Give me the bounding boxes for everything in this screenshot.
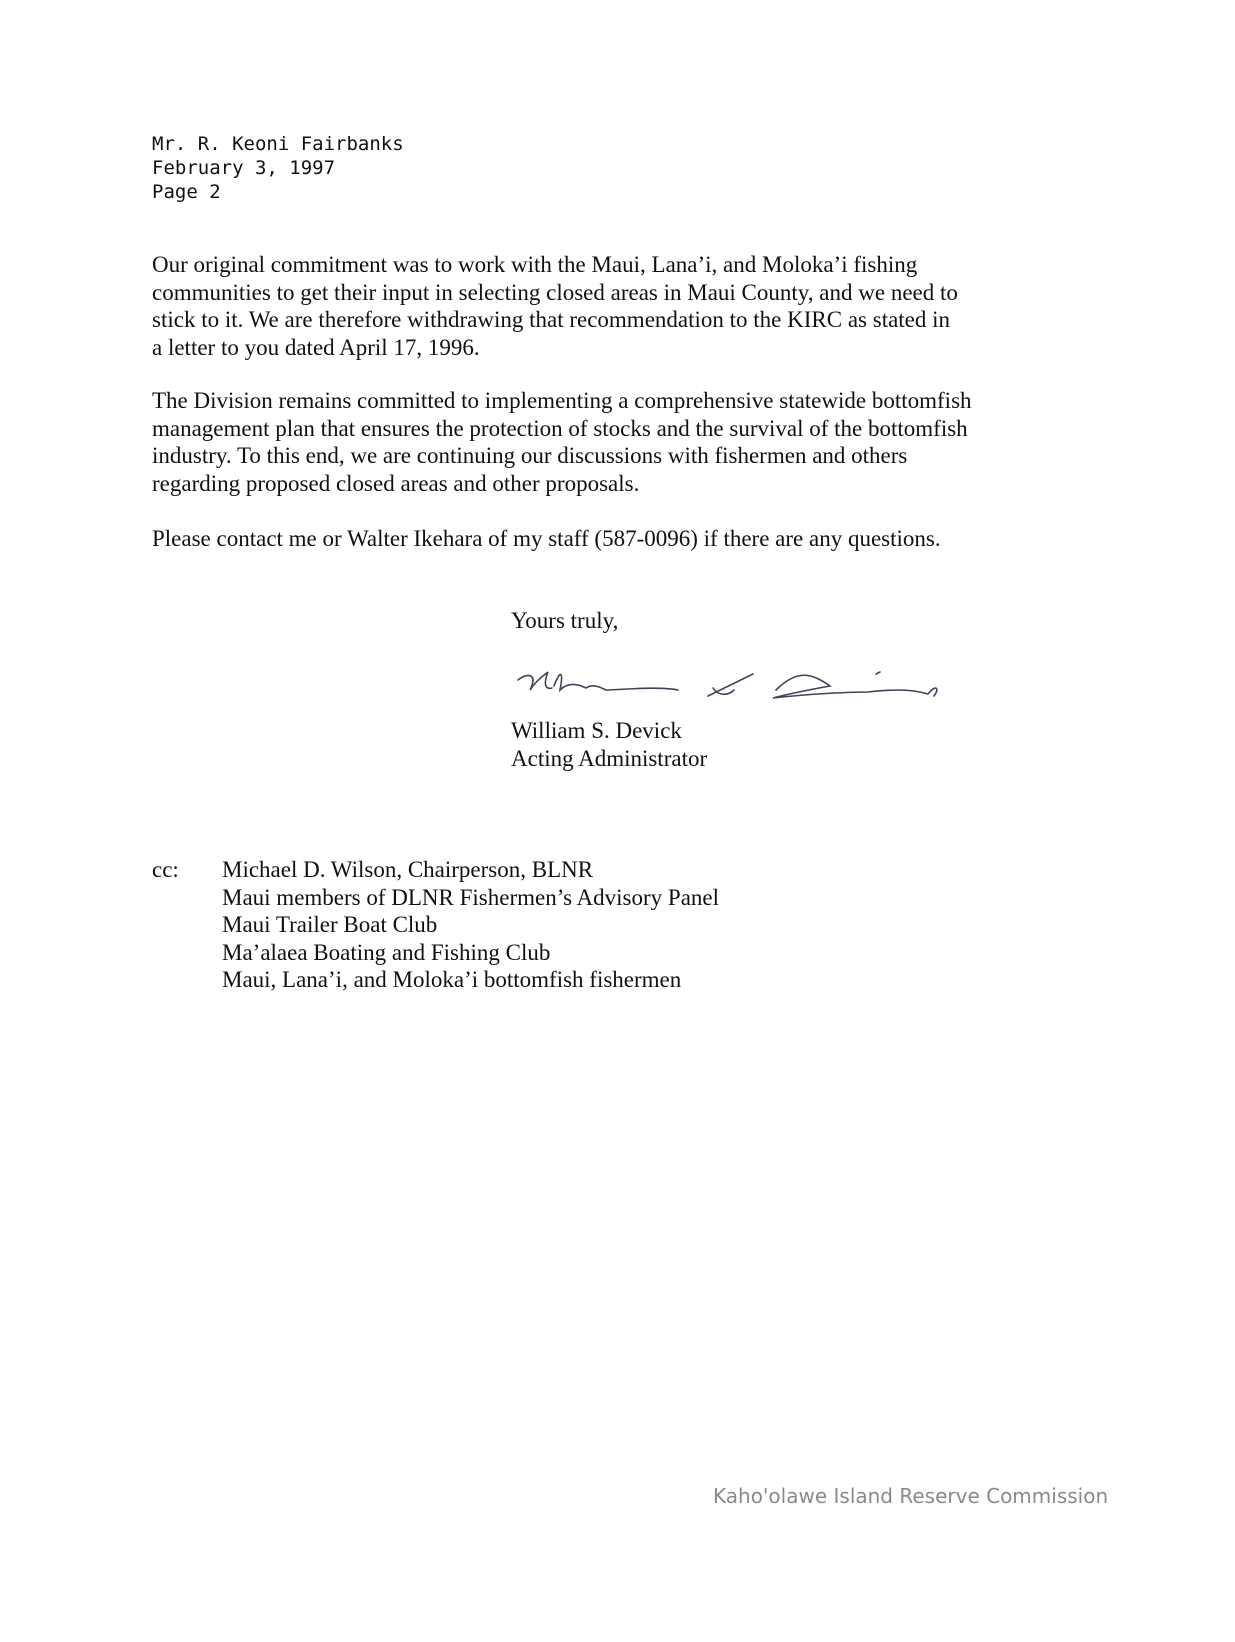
text-line: Our original commitment was to work with the Maui, Lana’i, and Moloka’i fishing: [152, 252, 918, 277]
page-number: Page 2: [152, 181, 221, 203]
text-line: stick to it. We are therefore withdrawing that recommendation to the KIRC as stated in: [152, 307, 951, 332]
text-line: industry. To this end, we are continuing our discussions with fishermen and others: [152, 443, 908, 468]
text-line: regarding proposed closed areas and other proposals.: [152, 470, 640, 496]
letter-date: February 3, 1997: [152, 157, 336, 179]
cc-recipient: Maui Trailer Boat Club: [222, 912, 438, 937]
signature: [508, 660, 948, 710]
cc-recipient: Ma’alaea Boating and Fishing Club: [222, 939, 551, 965]
signer-name: William S. Devick: [511, 718, 682, 743]
signer-title: Acting Administrator: [511, 745, 708, 771]
paragraph-3: [152, 525, 941, 553]
text-line: The Division remains committed to implementing a comprehensive statewide bottomfish: [152, 388, 972, 413]
recipient-name: Mr. R. Keoni Fairbanks: [152, 133, 404, 155]
paragraph-2: [152, 387, 972, 497]
signer-block: [511, 717, 707, 772]
text-line: a letter to you dated April 17, 1996.: [152, 334, 480, 360]
paragraph-1: [152, 251, 958, 361]
text-line: communities to get their input in selecting closed areas in Maui County, and we need to: [152, 279, 958, 305]
cc-list: [222, 856, 719, 994]
salutation: Yours truly,: [511, 608, 619, 633]
cc-recipient: Michael D. Wilson, Chairperson, BLNR: [222, 857, 594, 882]
cc-label: cc:: [152, 857, 179, 882]
cc-recipient: Maui, Lana’i, and Moloka’i bottomfish fishermen: [222, 967, 682, 992]
text-line: Please contact me or Walter Ikehara of my staff (587-0096) if there are any questions.: [152, 526, 941, 551]
text-line: management plan that ensures the protection of stocks and the survival of the bottomfish: [152, 415, 968, 441]
letter-header: [152, 132, 404, 204]
cc-recipient: Maui members of DLNR Fishermen’s Advisory Panel: [222, 884, 720, 910]
archive-watermark: Kaho'olawe Island Reserve Commission: [713, 1484, 1109, 1508]
